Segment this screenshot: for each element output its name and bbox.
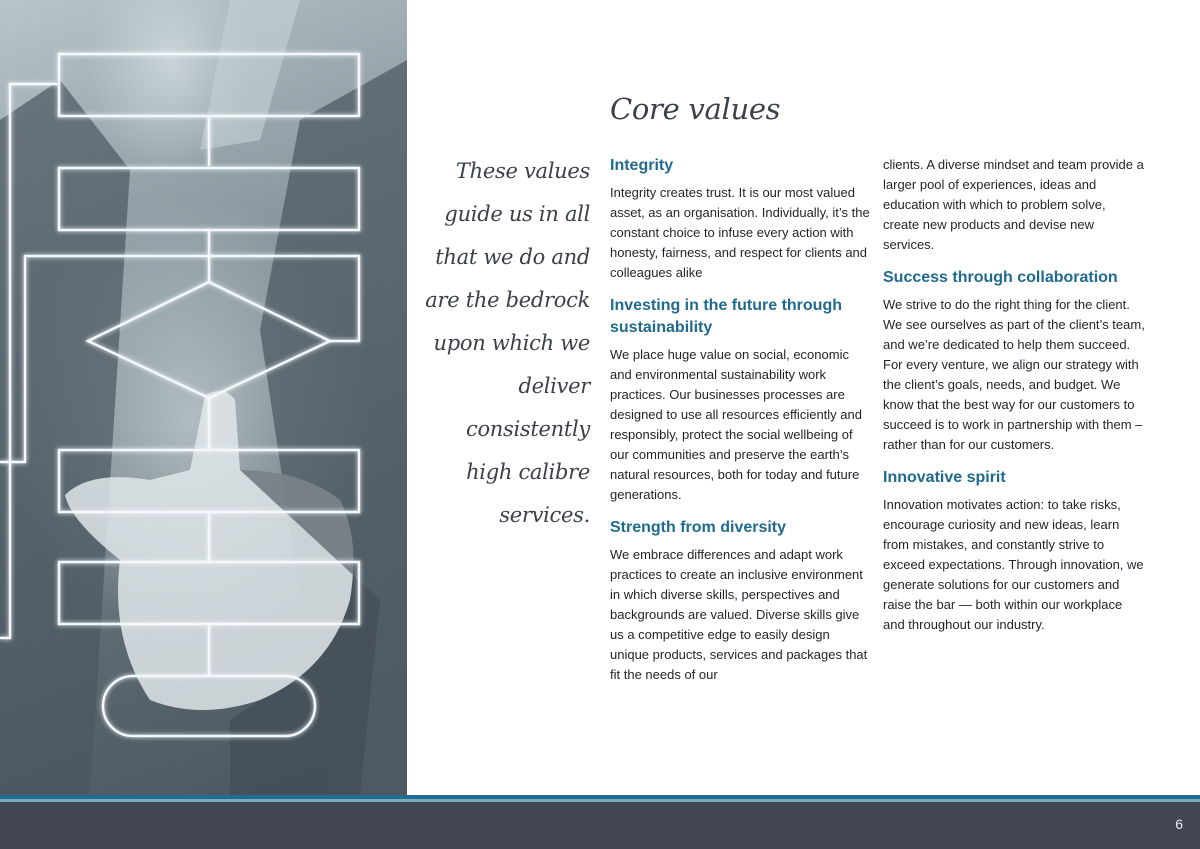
section-body: We place huge value on social, economic and environmental sustainability work practices. Our businesses processes are designed to use all resources efficiently and responsibly, protect the social wellbeing of our communities and preserve the earth’s natural resources, both for today and future generations. xyxy=(610,347,862,502)
section-body: clients. A diverse mindset and team provide a larger pool of experiences, ideas and education with which to problem solve, create new products and devise new services. xyxy=(883,157,1144,252)
section-body: Integrity creates trust. It is our most valued asset, as an organisation. Individually, it’s the constant choice to infuse every action with honesty, fairness, and respect for clients and colleagues alike xyxy=(610,185,870,280)
section-heading: Investing in the future through sustainability xyxy=(610,297,842,336)
section-heading: Strength from diversity xyxy=(610,519,787,536)
section-body: We embrace differences and adapt work practices to create an inclusive environment in which diverse skills, perspectives and backgrounds are valued. Diverse skills give us a competitive edge to easily design unique products, services and packages that fit the needs of our xyxy=(610,547,868,682)
value-section-integrity xyxy=(610,155,872,283)
section-heading: Integrity xyxy=(610,157,674,174)
cover-photo xyxy=(0,0,407,795)
section-body: Innovation motivates action: to take risks, encourage curiosity and new ideas, learn from mistakes, and constantly strive to exceed expectations. Through innovation, we generate solutions for our customers and raise the bar — both within our workplace and throughout our industry. xyxy=(883,497,1144,632)
values-column-1 xyxy=(610,155,872,697)
section-heading: Success through collaboration xyxy=(883,269,1118,286)
values-column-2 xyxy=(883,155,1145,647)
section-heading: Innovative spirit xyxy=(883,469,1006,486)
section-body: We strive to do the right thing for the client. We see ourselves as part of the client’s team, and we’re dedicated to help them succeed. For every venture, we align our strategy with the client’s goals, needs, and budget. We know that the best way for our customers to succeed is to work in partnership with them – rather than for our customers. xyxy=(883,297,1145,452)
value-section-sustainability xyxy=(610,295,872,505)
page-title: Core values xyxy=(610,92,781,126)
value-section-diversity-continued xyxy=(883,155,1145,255)
value-section-collaboration xyxy=(883,267,1145,455)
page-footer xyxy=(0,802,1200,849)
value-section-innovation xyxy=(883,467,1145,635)
page-number: 6 xyxy=(1175,816,1183,832)
value-section-diversity xyxy=(610,517,872,685)
pull-quote: These values guide us in all that we do and are the bedrock upon which we deliver consistently high calibre services. xyxy=(425,159,590,527)
flowchart-illustration xyxy=(0,0,407,795)
